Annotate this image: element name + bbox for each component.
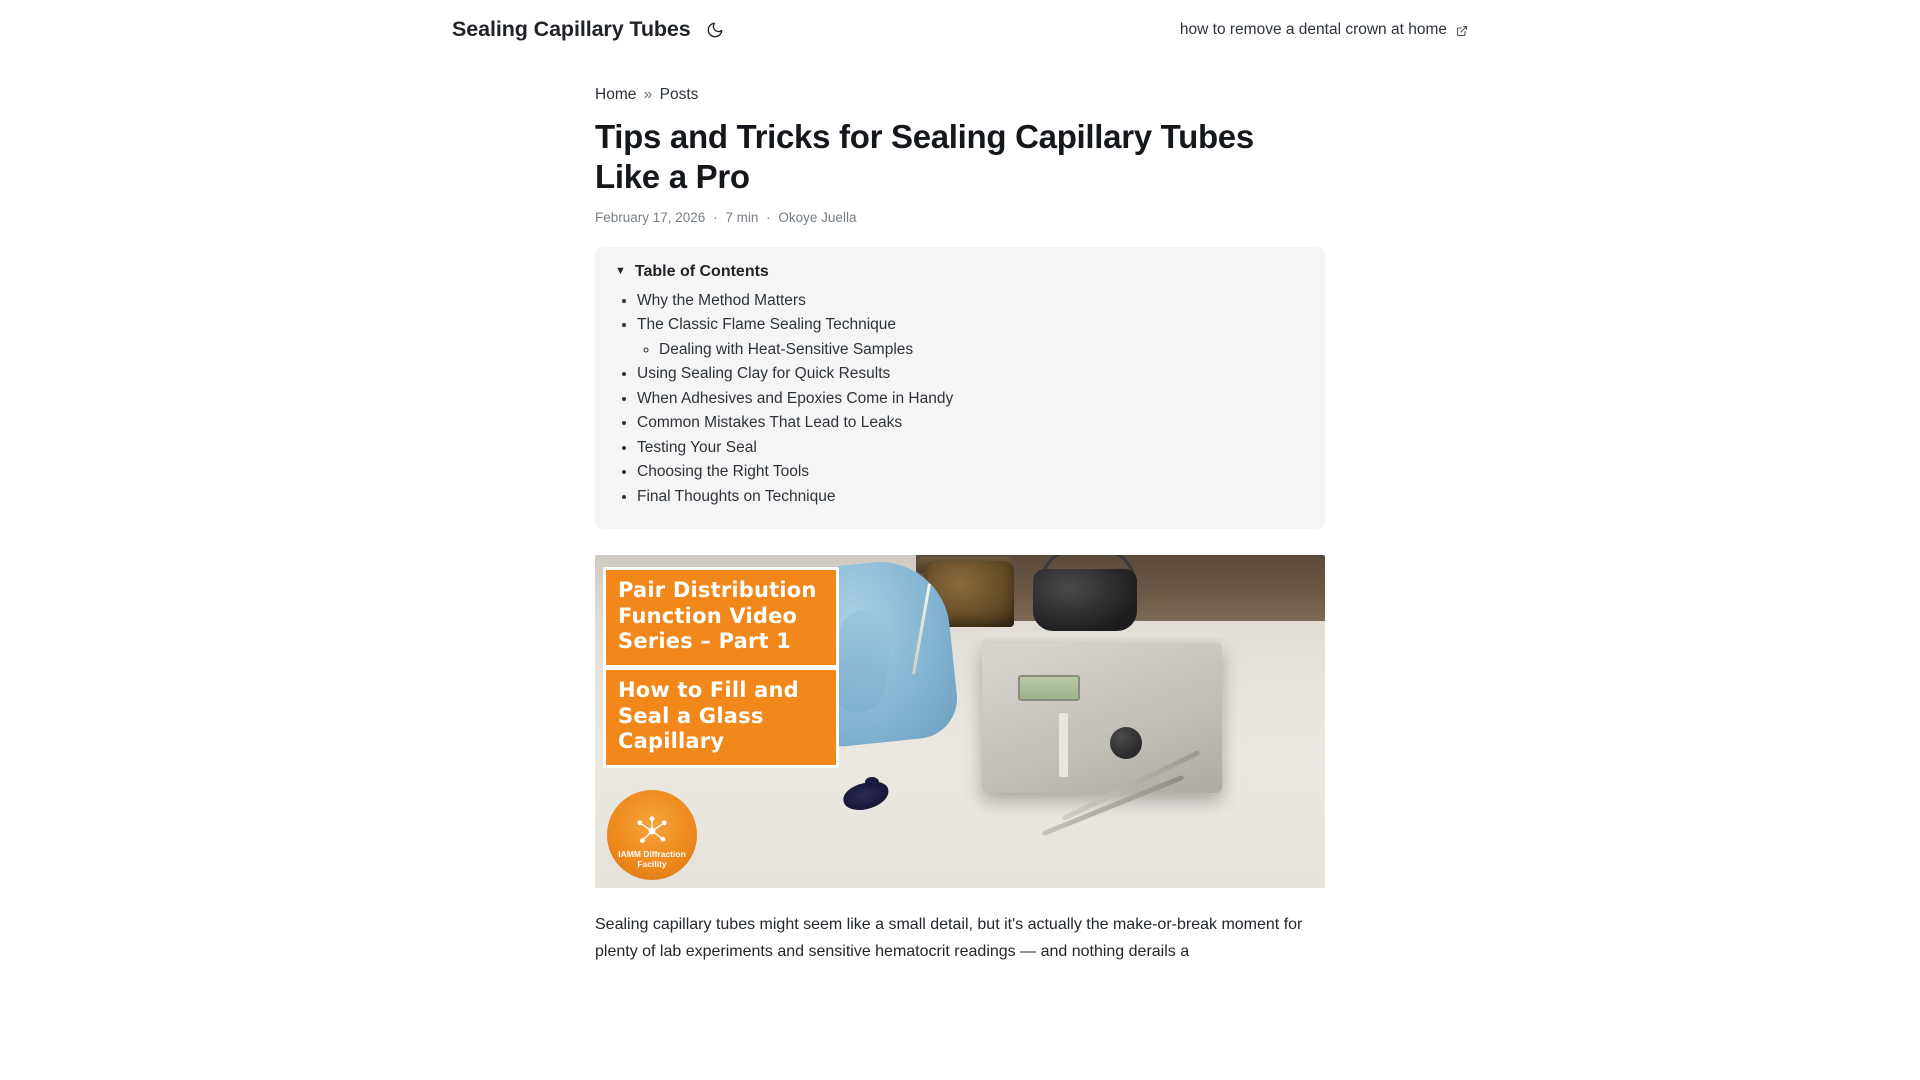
toc-link-why-the-method-matters[interactable]: Why the Method Matters: [637, 291, 806, 309]
toc-link-the-classic-flame-sealing-technique[interactable]: The Classic Flame Sealing Technique: [637, 316, 897, 334]
toc-sublist: [637, 338, 1305, 362]
nav-link-label[interactable]: how to remove a dental crown at home: [1179, 21, 1447, 38]
facility-logo-text: IAMM Diffraction Facility: [618, 848, 686, 870]
meta-separator-2: ·: [766, 209, 771, 225]
toc-item: [637, 387, 1305, 411]
post-read-time: 7 min: [725, 209, 759, 225]
toc-item: [637, 436, 1305, 460]
toc-link-final-thoughts-on-technique[interactable]: Final Thoughts on Technique: [637, 487, 836, 505]
toc-title: Table of Contents: [634, 262, 769, 280]
toc-link-using-sealing-clay-for-quick-results[interactable]: Using Sealing Clay for Quick Results: [637, 365, 891, 383]
instrument-knob: [1110, 727, 1142, 759]
toc-subitem: [659, 338, 1305, 362]
toc-toggle[interactable]: [615, 263, 1305, 281]
article-paragraph: Sealing capillary tubes might seem like a small detail, but it's actually the make-or-break moment for plenty of lab experiments and sensitive hematocrit readings — and nothing derails a: [595, 916, 1303, 960]
article-figure: [595, 555, 1325, 888]
instrument-label: [1059, 713, 1068, 777]
figure-photo: [595, 555, 1325, 888]
instrument-body: [982, 643, 1222, 793]
external-link-icon: [1455, 25, 1468, 38]
brand-group: [452, 19, 725, 41]
post-date: February 17, 2026: [595, 209, 706, 225]
caret-down-icon: ▼: [615, 265, 626, 278]
breadcrumb-separator: »: [643, 86, 653, 103]
meta-separator-1: ·: [713, 209, 718, 225]
header-nav-link[interactable]: [1180, 21, 1468, 39]
kettle: [1033, 569, 1137, 631]
ink-droplet: [865, 777, 879, 787]
post-meta: [595, 210, 1325, 225]
article-content: [595, 60, 1325, 966]
table-of-contents: [595, 247, 1325, 529]
toc-item: [637, 460, 1305, 484]
moon-icon[interactable]: [705, 20, 725, 40]
toc-item: [637, 411, 1305, 435]
toc-item: [637, 289, 1305, 313]
site-title[interactable]: Sealing Capillary Tubes: [452, 17, 691, 42]
toc-item: [637, 362, 1305, 386]
facility-logo: [607, 790, 697, 880]
site-header: [0, 0, 1920, 60]
toc-link-when-adhesives-and-epoxies-come-in-handy[interactable]: When Adhesives and Epoxies Come in Handy: [637, 389, 954, 407]
instrument-display: [1018, 675, 1080, 701]
toc-link-testing-your-seal[interactable]: Testing Your Seal: [637, 438, 757, 456]
toc-list: [615, 289, 1305, 509]
post-author: Okoye Juella: [778, 209, 857, 225]
toc-item: [637, 485, 1305, 509]
figure-banner-subtitle: How to Fill and Seal a Glass Capillary: [603, 667, 839, 768]
molecule-icon: [631, 816, 673, 846]
toc-item: [637, 313, 1305, 362]
toc-link-common-mistakes-that-lead-to-leaks[interactable]: Common Mistakes That Lead to Leaks: [637, 414, 903, 432]
figure-banner-title: Pair Distribution Function Video Series – Part 1: [603, 567, 839, 668]
toc-link-choosing-the-right-tools[interactable]: Choosing the Right Tools: [637, 463, 810, 481]
breadcrumb-item-home[interactable]: Home: [595, 86, 637, 103]
breadcrumb-item-posts[interactable]: Posts: [659, 86, 699, 103]
page-title: Tips and Tricks for Sealing Capillary Tubes Like a Pro: [595, 118, 1254, 196]
breadcrumb: [595, 85, 1325, 105]
toc-link-dealing-with-heat-sensitive-samples[interactable]: Dealing with Heat-Sensitive Samples: [659, 340, 914, 358]
